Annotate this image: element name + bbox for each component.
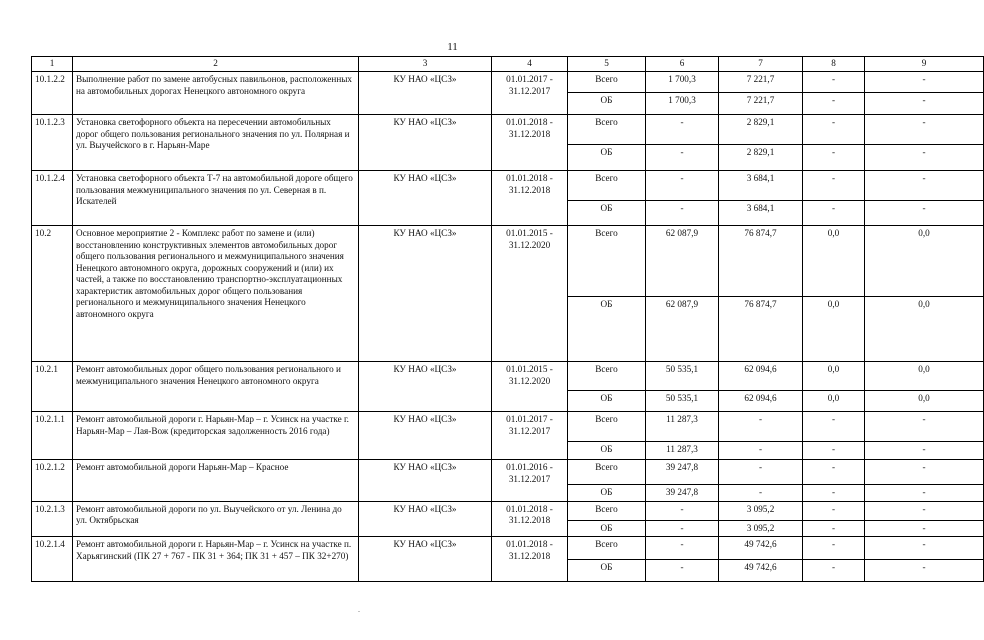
value-col-6: - — [646, 520, 719, 537]
row-activity-name: Ремонт автомобильной дороги по ул. Выучейского от ул. Ленина до ул. Октябрьская — [73, 501, 359, 537]
value-col-7: 7 221,7 — [719, 72, 803, 93]
value-col-6: 39 247,8 — [646, 485, 719, 502]
header-cell: 9 — [865, 57, 984, 72]
value-col-8: - — [803, 201, 865, 226]
value-col-7: 62 094,6 — [719, 391, 803, 412]
value-col-6: 62 087,9 — [646, 297, 719, 362]
value-col-9: 0,0 — [865, 226, 984, 297]
value-col-9: - — [865, 537, 984, 560]
value-col-8: - — [803, 501, 865, 520]
row-executor: КУ НАО «ЦСЗ» — [359, 412, 492, 460]
row-executor: КУ НАО «ЦСЗ» — [359, 171, 492, 226]
table-row — [32, 501, 984, 520]
value-col-8: - — [803, 460, 865, 485]
value-col-8: 0,0 — [803, 362, 865, 391]
row-activity-name: Ремонт автомобильных дорог общего пользования регионального и межмуниципального значения Ненецкого автономного округа — [73, 362, 359, 412]
row-code: 10.1.2.3 — [32, 115, 73, 171]
funding-source: ОБ — [568, 442, 646, 460]
value-col-7: - — [719, 460, 803, 485]
header-cell: 7 — [719, 57, 803, 72]
value-col-7: 49 742,6 — [719, 560, 803, 582]
value-col-8: - — [803, 537, 865, 560]
value-col-8: 0,0 — [803, 391, 865, 412]
table-row — [32, 226, 984, 297]
row-period: 01.01.2015 - 31.12.2020 — [492, 226, 568, 362]
row-period: 01.01.2015 - 31.12.2020 — [492, 362, 568, 412]
value-col-7: 3 684,1 — [719, 171, 803, 201]
page-number: 11 — [447, 41, 458, 53]
row-code: 10.2.1.1 — [32, 412, 73, 460]
value-col-8: - — [803, 145, 865, 171]
value-col-7: - — [719, 442, 803, 460]
header-cell: 6 — [646, 57, 719, 72]
row-period: 01.01.2018 - 31.12.2018 — [492, 115, 568, 171]
value-col-6: 50 535,1 — [646, 362, 719, 391]
value-col-8: - — [803, 485, 865, 502]
row-code: 10.1.2.4 — [32, 171, 73, 226]
table-row — [32, 362, 984, 391]
table-row — [32, 537, 984, 560]
value-col-8: - — [803, 560, 865, 582]
funding-source: Всего — [568, 72, 646, 93]
value-col-9: - — [865, 201, 984, 226]
value-col-9: 0,0 — [865, 362, 984, 391]
value-col-9: - — [865, 115, 984, 145]
row-executor: КУ НАО «ЦСЗ» — [359, 72, 492, 115]
funding-source: ОБ — [568, 93, 646, 115]
header-cell: 2 — [73, 57, 359, 72]
funding-source: Всего — [568, 226, 646, 297]
header-cell: 1 — [32, 57, 73, 72]
row-period: 01.01.2017 - 31.12.2017 — [492, 72, 568, 115]
value-col-7: 2 829,1 — [719, 145, 803, 171]
row-executor: КУ НАО «ЦСЗ» — [359, 537, 492, 582]
value-col-7: - — [719, 412, 803, 442]
row-executor: КУ НАО «ЦСЗ» — [359, 226, 492, 362]
value-col-8: - — [803, 520, 865, 537]
value-col-6: - — [646, 115, 719, 145]
value-col-7: - — [719, 485, 803, 502]
column-number-header-row — [32, 57, 984, 72]
funding-source: ОБ — [568, 297, 646, 362]
funding-source: Всего — [568, 537, 646, 560]
funding-source: Всего — [568, 501, 646, 520]
value-col-7: 7 221,7 — [719, 93, 803, 115]
funding-source: ОБ — [568, 391, 646, 412]
row-executor: КУ НАО «ЦСЗ» — [359, 115, 492, 171]
table-row — [32, 115, 984, 145]
value-col-8: - — [803, 442, 865, 460]
value-col-7: 62 094,6 — [719, 362, 803, 391]
value-col-6: - — [646, 501, 719, 520]
row-period: 01.01.2018 - 31.12.2018 — [492, 171, 568, 226]
value-col-9: 0,0 — [865, 391, 984, 412]
table-row — [32, 72, 984, 93]
row-executor: КУ НАО «ЦСЗ» — [359, 460, 492, 502]
row-code: 10.2.1.4 — [32, 537, 73, 582]
value-col-6: - — [646, 560, 719, 582]
row-activity-name: Ремонт автомобильной дороги г. Нарьян-Мар – г. Усинск на участке г. Нарьян-Мар – Лая-Вож (кредиторская задолженность 2016 года) — [73, 412, 359, 460]
row-activity-name: Ремонт автомобильной дороги г. Нарьян-Мар – г. Усинск на участке п. Харьягинский (ПК 27 + 767 - ПК 31 + 364; ПК 31 + 457 – ПК 32+270) — [73, 537, 359, 582]
value-col-9: - — [865, 560, 984, 582]
table-row — [32, 460, 984, 485]
value-col-9: - — [865, 442, 984, 460]
row-activity-name: Установка светофорного объекта Т-7 на автомобильной дороге общего пользования межмуниципального значения по ул. Северная в п. Искателей — [73, 171, 359, 226]
value-col-9: - — [865, 72, 984, 93]
value-col-9: - — [865, 412, 984, 442]
value-col-9: - — [865, 145, 984, 171]
funding-source: ОБ — [568, 145, 646, 171]
funding-source: ОБ — [568, 201, 646, 226]
value-col-8: 0,0 — [803, 297, 865, 362]
value-col-8: - — [803, 115, 865, 145]
row-code: 10.1.2.2 — [32, 72, 73, 115]
value-col-9: - — [865, 460, 984, 485]
value-col-9: - — [865, 485, 984, 502]
header-cell: 5 — [568, 57, 646, 72]
value-col-6: - — [646, 171, 719, 201]
value-col-8: - — [803, 93, 865, 115]
value-col-6: 1 700,3 — [646, 93, 719, 115]
row-code: 10.2.1 — [32, 362, 73, 412]
value-col-6: 11 287,3 — [646, 412, 719, 442]
row-activity-name: Установка светофорного объекта на пересечении автомобильных дорог общего пользования регионального значения по ул. Полярная и ул. Выучейского в г. Нарьян-Маре — [73, 115, 359, 171]
row-executor: КУ НАО «ЦСЗ» — [359, 362, 492, 412]
header-cell: 3 — [359, 57, 492, 72]
header-cell: 8 — [803, 57, 865, 72]
value-col-9: - — [865, 93, 984, 115]
value-col-6: - — [646, 537, 719, 560]
value-col-6: 39 247,8 — [646, 460, 719, 485]
value-col-9: - — [865, 520, 984, 537]
value-col-9: - — [865, 171, 984, 201]
value-col-7: 76 874,7 — [719, 297, 803, 362]
value-col-6: - — [646, 201, 719, 226]
value-col-7: 3 095,2 — [719, 520, 803, 537]
value-col-8: 0,0 — [803, 226, 865, 297]
value-col-7: 2 829,1 — [719, 115, 803, 145]
value-col-6: 11 287,3 — [646, 442, 719, 460]
row-period: 01.01.2018 - 31.12.2018 — [492, 537, 568, 582]
value-col-6: 50 535,1 — [646, 391, 719, 412]
row-code: 10.2.1.3 — [32, 501, 73, 537]
funding-source: Всего — [568, 171, 646, 201]
row-activity-name: Выполнение работ по замене автобусных павильонов, расположенных на автомобильных дорогах Ненецкого автономного округа — [73, 72, 359, 115]
funding-source: ОБ — [568, 560, 646, 582]
value-col-8: - — [803, 171, 865, 201]
row-period: 01.01.2017 - 31.12.2017 — [492, 412, 568, 460]
table-row — [32, 171, 984, 201]
value-col-6: - — [646, 145, 719, 171]
value-col-7: 3 684,1 — [719, 201, 803, 226]
row-period: 01.01.2016 - 31.12.2017 — [492, 460, 568, 502]
program-table — [31, 56, 984, 582]
row-code: 10.2 — [32, 226, 73, 362]
header-cell: 4 — [492, 57, 568, 72]
value-col-9: - — [865, 501, 984, 520]
funding-source: ОБ — [568, 520, 646, 537]
table-row — [32, 412, 984, 442]
funding-source: Всего — [568, 460, 646, 485]
row-activity-name: Ремонт автомобильной дороги Нарьян-Мар – Красное — [73, 460, 359, 502]
funding-source: Всего — [568, 412, 646, 442]
value-col-6: 62 087,9 — [646, 226, 719, 297]
row-period: 01.01.2018 - 31.12.2018 — [492, 501, 568, 537]
scan-speck: . — [358, 605, 360, 614]
value-col-8: - — [803, 72, 865, 93]
row-activity-name: Основное мероприятие 2 - Комплекс работ по замене и (или) восстановлению конструктивных элементов автомобильных дорог общего пользования регионального и межмуниципального значения Ненецкого автономного округа, дорожных сооружений и (или) их частей, а также по восстановлению транспортно-эксплуатационных характеристик автомобильных дорог общего пользования регионального и межмуниципального значения Ненецкого автономного округа — [73, 226, 359, 362]
row-executor: КУ НАО «ЦСЗ» — [359, 501, 492, 537]
funding-source: Всего — [568, 115, 646, 145]
funding-source: ОБ — [568, 485, 646, 502]
funding-source: Всего — [568, 362, 646, 391]
value-col-7: 49 742,6 — [719, 537, 803, 560]
row-code: 10.2.1.2 — [32, 460, 73, 502]
value-col-9: 0,0 — [865, 297, 984, 362]
value-col-8: - — [803, 412, 865, 442]
value-col-6: 1 700,3 — [646, 72, 719, 93]
value-col-7: 76 874,7 — [719, 226, 803, 297]
value-col-7: 3 095,2 — [719, 501, 803, 520]
